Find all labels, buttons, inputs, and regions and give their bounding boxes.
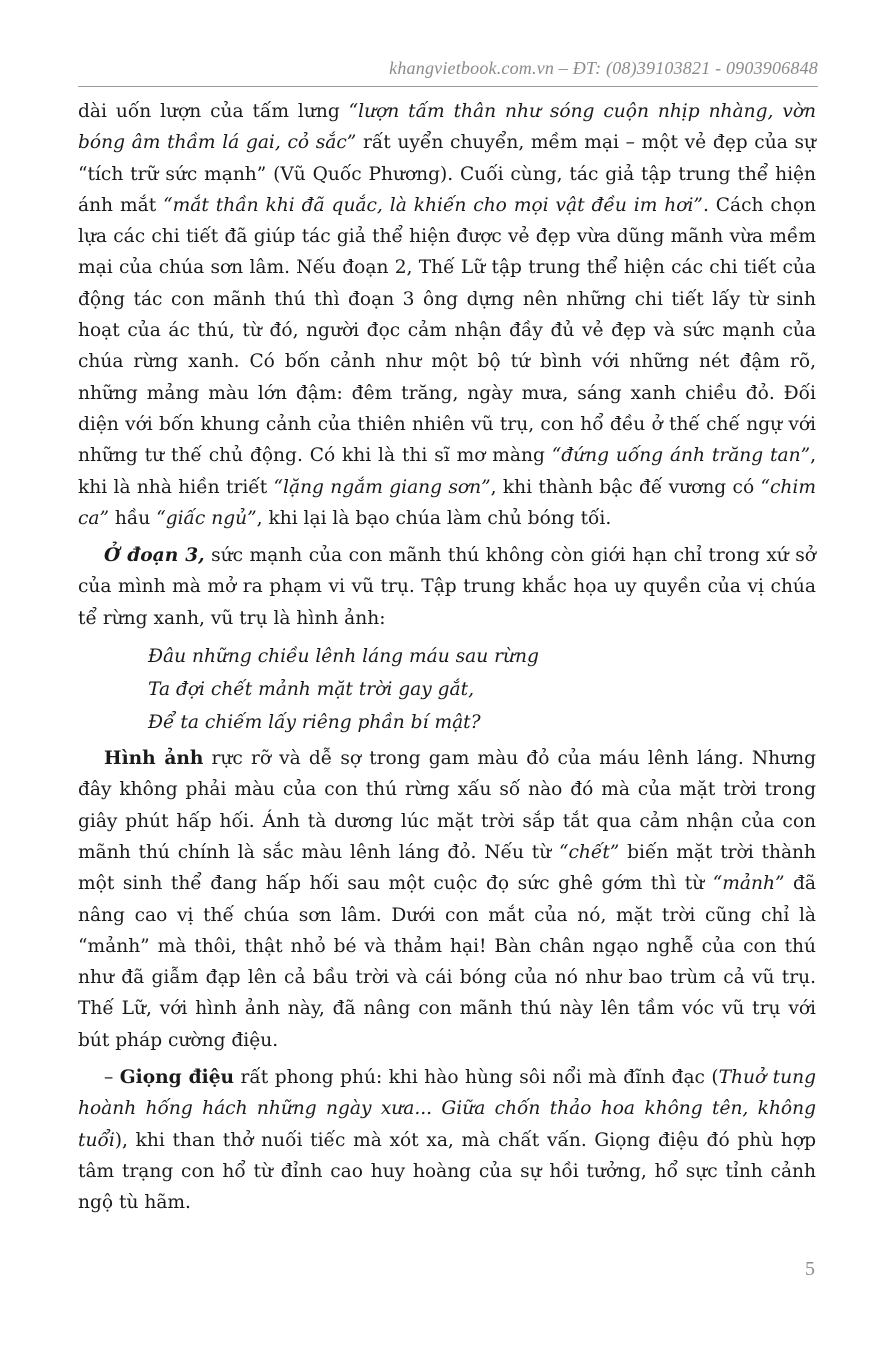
- paragraph-4: [78, 1062, 816, 1218]
- poem-line: Để ta chiếm lấy riêng phần bí mật?: [148, 712, 481, 734]
- p1-text-5: , khi thành bậc đế vương có: [490, 476, 761, 498]
- p3-text-3: đã nâng cao vị thế chúa sơn lâm. Dưới con mắt của nó, mặt trời cũng chỉ là “mảnh” mà thôi, thật nhỏ bé và thảm hại! Bàn chân ngạo nghễ của con thú như đã giẫm đạp lên cả bầu trời và cái bóng của nó như bao trùm cả vũ trụ. Thế Lữ, với hình ảnh này, đã nâng con mãnh thú này lên tầm vóc vũ trụ với bút pháp cường điệu.: [78, 873, 816, 1051]
- page-header: khangvietbook.com.vn – ĐT: (08)39103821 - 0903906848: [389, 58, 818, 78]
- page-body: [78, 96, 816, 1225]
- paragraph-1: [78, 96, 816, 534]
- page-number: 5: [805, 1258, 815, 1280]
- p3-text-1: rực rỡ và dễ sợ trong gam màu đỏ của máu lênh láng. Nhưng đây không phải màu của con thú rừng xấu số nào đó mà của mặt trời trong giây phút hấp hối. Ánh tà dương lúc mặt trời sắp tắt qua cảm nhận của con mãnh thú chính là sắc màu lênh láng đỏ. Nếu từ: [78, 748, 816, 863]
- paragraph-3: [78, 743, 816, 1056]
- p3-quote-2: “mảnh”: [712, 873, 785, 895]
- poem-line: Ta đợi chết mảnh mặt trời gay gắt,: [148, 679, 474, 701]
- p4-lead: Giọng điệu: [119, 1067, 235, 1089]
- p1-text-6: hầu: [109, 507, 157, 529]
- p1-quote-6: “giấc ngủ”: [156, 507, 257, 529]
- poem-quote: [148, 640, 816, 739]
- p4-quote-1: Thuở tung hoành hống hách những ngày xưa... Giữa chốn thảo hoa không tên, không tuổi: [78, 1067, 816, 1151]
- p4-text-2: ), khi than thở nuối tiếc mà xót xa, mà chất vấn. Giọng điệu đó phù hợp tâm trạng con hổ từ đỉnh cao huy hoàng của sự hồi tưởng, hổ sực tỉnh cảnh ngộ tù hãm.: [78, 1129, 816, 1214]
- p3-quote-1: “chết”: [559, 841, 620, 863]
- p1-quote-1: “lượn tấm thân như sóng cuộn nhịp nhàng, vờn bóng âm thầm lá gai, cỏ sắc”: [78, 101, 816, 154]
- p4-dash: –: [104, 1067, 120, 1089]
- poem-line: Đâu những chiều lênh láng máu sau rừng: [148, 646, 539, 668]
- p1-quote-2: “mắt thần khi đã quắc, là khiến cho mọi vật đều im hơi”: [163, 194, 703, 216]
- p2-text: sức mạnh của con mãnh thú không còn giới hạn chỉ trong xứ sở của mình mà mở ra phạm vi vũ trụ. Tập trung khắc họa uy quyền của vị chúa tể rừng xanh, vũ trụ là hình ảnh:: [78, 545, 816, 629]
- header-divider: [78, 86, 818, 87]
- p4-text-1: rất phong phú: khi hào hùng sôi nổi mà đĩnh đạc (: [234, 1067, 719, 1089]
- p1-quote-3: “đứng uống ánh trăng tan”: [551, 445, 811, 467]
- p3-text-2: biến mặt trời thành một sinh thể đang hấp hối sau một cuộc đọ sức ghê gớm thì từ: [78, 841, 816, 895]
- p1-text-1: dài uốn lượn của tấm lưng: [78, 101, 349, 122]
- p1-quote-5: “chim ca”: [78, 476, 816, 529]
- p3-lead: Hình ảnh: [104, 748, 204, 770]
- p1-quote-4: “lặng ngắm giang sơn”: [273, 476, 491, 498]
- p1-text-3: . Cách chọn lựa các chi tiết đã giúp tác giả thể hiện được vẻ đẹp vừa dũng mãnh vừa mềm mại của chúa sơn lâm. Nếu đoạn 2, Thế Lữ tập trung thể hiện các chi tiết của động tác con mãnh thú thì đoạn 3 ông dựng nên những chi tiết lấy từ sinh hoạt của ác thú, từ đó, người đọc cảm nhận đầy đủ vẻ đẹp và sức mạnh của chúa rừng xanh. Có bốn cảnh như một bộ tứ bình với những nét đậm rõ, những mảng màu lớn đậm: đêm trăng, ngày mưa, sáng xanh chiều đỏ. Đối diện với bốn khung cảnh của thiên nhiên vũ trụ, con hổ đều ở thế chế ngự với những tư thế chủ động. Có khi là thi sĩ mơ màng: [78, 194, 816, 467]
- paragraph-2: [78, 540, 816, 634]
- p1-text-2: rất uyển chuyển, mềm mại – một vẻ đẹp của sự “tích trữ sức mạnh” (Vũ Quốc Phương). Cuối cùng, tác giả tập trung thể hiện ánh mắt: [78, 132, 816, 216]
- p1-text-7: , khi lại là bạo chúa làm chủ bóng tối.: [256, 507, 612, 529]
- p2-lead: Ở đoạn 3,: [104, 545, 205, 567]
- p1-text-4: , khi là nhà hiền triết: [78, 445, 816, 498]
